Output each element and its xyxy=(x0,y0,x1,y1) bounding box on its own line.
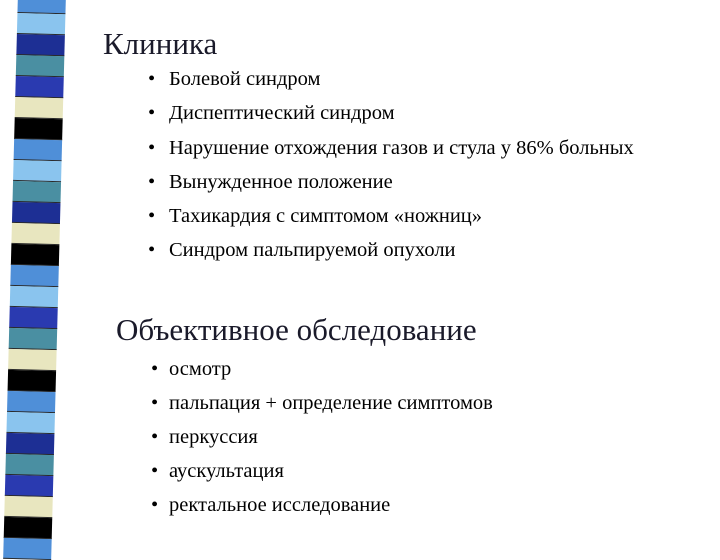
list-item: • Болевой синдром xyxy=(148,68,321,90)
stripe-segment xyxy=(11,223,60,245)
stripe-segment xyxy=(11,244,60,266)
bullet-icon: • xyxy=(148,239,156,261)
bullet-icon: • xyxy=(151,358,159,380)
stripe-segment xyxy=(7,391,56,413)
list-item: • пальпация + определение симптомов xyxy=(151,392,493,414)
stripe-segment xyxy=(10,286,59,308)
list-item: • Нарушение отхождения газов и стула у 86% больных xyxy=(169,135,707,162)
examination-methods-list xyxy=(151,357,669,527)
stripe-segment xyxy=(15,97,64,119)
bullet-icon: • xyxy=(151,392,159,414)
section-title-clinic: Клиника xyxy=(103,26,218,61)
bullet-icon: • xyxy=(148,171,156,193)
stripe-segment xyxy=(16,34,65,56)
stripe-segment xyxy=(5,454,54,476)
list-item: • перкуссия xyxy=(151,426,258,448)
stripe-segment xyxy=(6,433,55,455)
list-item: • Диспептический синдром xyxy=(148,102,395,124)
section-title-examination: Объективное обследование xyxy=(116,312,477,347)
stripe-segment xyxy=(8,370,57,392)
list-item: • ректальное исследование xyxy=(151,494,391,516)
list-item: • Вынужденное положение xyxy=(148,171,393,193)
stripe-segment xyxy=(13,160,62,182)
list-item: • Синдром пальпируемой опухоли xyxy=(148,239,456,261)
list-item: • осмотр xyxy=(151,358,232,380)
stripe-segment xyxy=(8,349,57,371)
stripe-segment xyxy=(4,517,53,539)
clinic-symptoms-list xyxy=(148,67,707,272)
stripe-segment xyxy=(14,139,63,161)
stripe-segment xyxy=(10,265,59,287)
stripe-segment xyxy=(3,538,52,560)
decorative-stripe-bar xyxy=(3,0,66,553)
stripe-segment xyxy=(17,13,66,35)
bullet-icon: • xyxy=(148,137,156,159)
stripe-segment xyxy=(12,202,61,224)
stripe-segment xyxy=(15,76,64,98)
stripe-segment xyxy=(6,412,55,434)
stripe-segment xyxy=(13,181,62,203)
bullet-icon: • xyxy=(151,460,159,482)
stripe-segment xyxy=(16,55,65,77)
stripe-segment xyxy=(9,307,58,329)
stripe-segment xyxy=(17,0,66,14)
stripe-segment xyxy=(9,328,58,350)
bullet-icon: • xyxy=(151,494,159,516)
list-item: • Тахикардия с симптомом «ножниц» xyxy=(148,205,483,227)
stripe-segment xyxy=(5,475,54,497)
stripe-segment xyxy=(4,496,53,518)
bullet-icon: • xyxy=(148,68,156,90)
bullet-icon: • xyxy=(148,205,156,227)
stripe-segment xyxy=(14,118,63,140)
bullet-icon: • xyxy=(148,102,156,124)
list-item: • аускультация xyxy=(151,460,284,482)
bullet-icon: • xyxy=(151,426,159,448)
